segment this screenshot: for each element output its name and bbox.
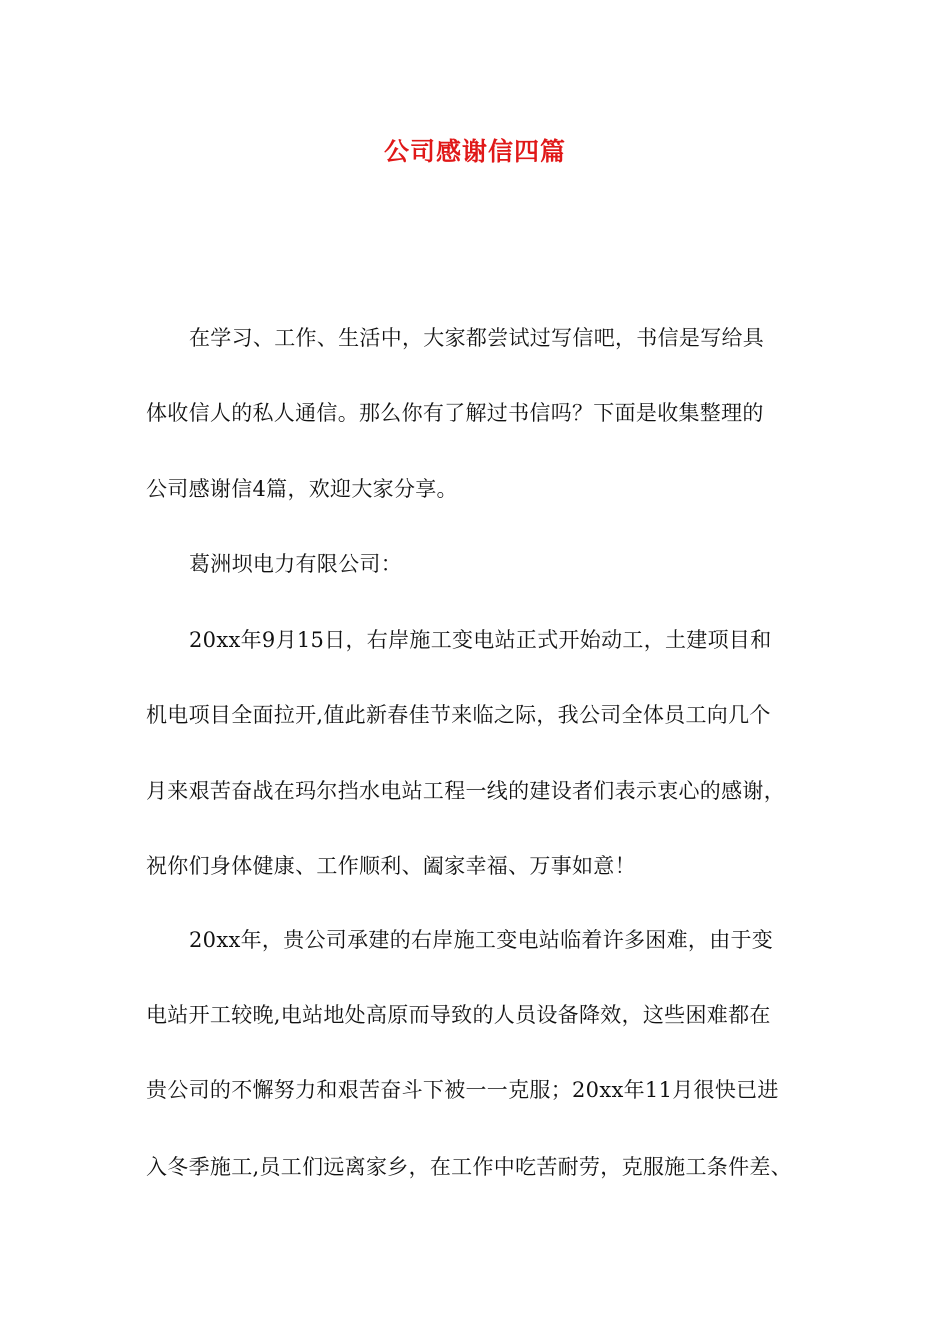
paragraph-line-9: 20xx年，贵公司承建的右岸施工变电站临着许多困难，由于变 [189,928,774,952]
paragraph-line-1: 在学习、工作、生活中，大家都尝试过写信吧，书信是写给具 [189,326,765,350]
document-title: 公司感谢信四篇 [383,137,566,166]
paragraph-line-6: 机电项目全面拉开,值此新春佳节来临之际，我公司全体员工向几个 [146,703,771,727]
paragraph-line-5: 20xx年9月15日，右岸施工变电站正式开始动工，土建项目和 [189,628,772,652]
paragraph-line-10: 电站开工较晚,电站地处高原而导致的人员设备降效，这些困难都在 [146,1003,771,1027]
paragraph-line-11: 贵公司的不懈努力和艰苦奋斗下被一一克服；20xx年11月很快已进 [146,1078,779,1102]
paragraph-line-7: 月来艰苦奋战在玛尔挡水电站工程一线的建设者们表示衷心的感谢， [146,779,785,803]
paragraph-line-12: 入冬季施工,员工们远离家乡，在工作中吃苦耐劳，克服施工条件差、 [146,1155,792,1179]
salutation-line: 葛洲坝电力有限公司： [189,552,402,576]
paragraph-line-3: 公司感谢信4篇，欢迎大家分享。 [146,477,458,501]
paragraph-line-8: 祝你们身体健康、工作顺利、阖家幸福、万事如意！ [146,854,636,878]
paragraph-line-2: 体收信人的私人通信。那么你有了解过书信吗？下面是收集整理的 [146,401,764,425]
